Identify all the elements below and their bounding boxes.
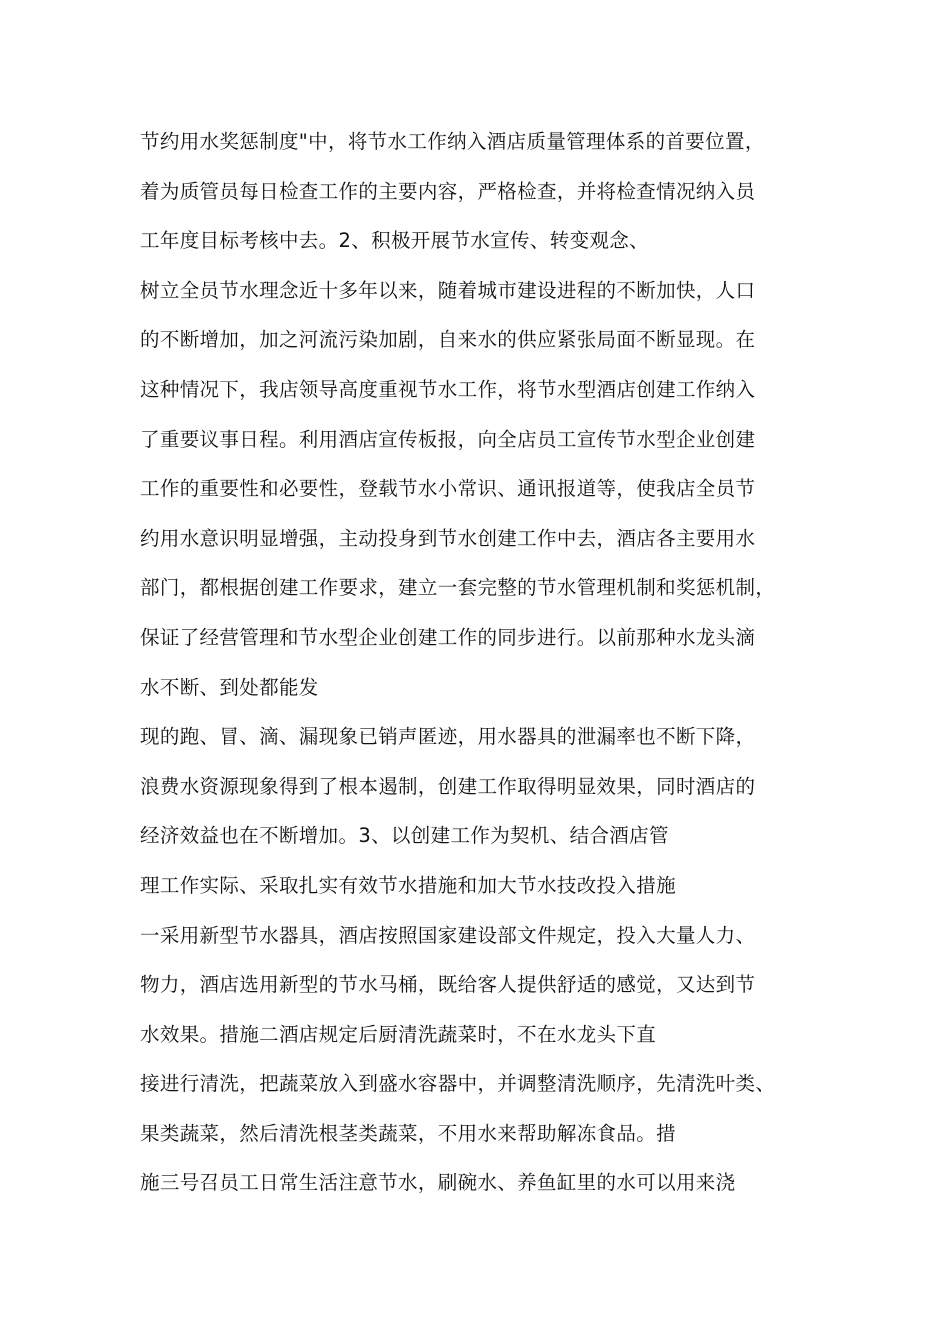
text-line: 果类蔬菜，然后清洗根茎类蔬菜，不用水来帮助解冻食品。措 bbox=[140, 1121, 676, 1145]
text-line: 物力，酒店选用新型的节水马桶，既给客人提供舒适的感觉，又达到节 bbox=[140, 973, 756, 997]
text-line: 约用水意识明显增强，主动投身到节水创建工作中去，酒店各主要用水 bbox=[140, 526, 756, 550]
document-body bbox=[140, 124, 830, 1215]
text-line: 现的跑、冒、滴、漏现象已销声匿迹，用水器具的泄漏率也不断下降， bbox=[140, 725, 756, 749]
text-line: 着为质管员每日检查工作的主要内容，严格检查，并将检查情况纳入员 bbox=[140, 179, 756, 203]
text-line: 了重要议事日程。利用酒店宣传板报，向全店员工宣传节水型企业创建 bbox=[140, 427, 756, 451]
text-line: 的不断增加，加之河流污染加剧，自来水的供应紧张局面不断显现。在 bbox=[140, 328, 756, 352]
text-line: 保证了经营管理和节水型企业创建工作的同步进行。以前那种水龙头滴 bbox=[140, 625, 756, 649]
text-line: 理工作实际、采取扎实有效节水措施和加大节水技改投入措施 bbox=[140, 873, 676, 897]
text-line: 工年度目标考核中去。2、积极开展节水宣传、转变观念、 bbox=[140, 229, 650, 253]
text-line: 这种情况下，我店领导高度重视节水工作，将节水型酒店创建工作纳入 bbox=[140, 377, 756, 401]
text-line: 浪费水资源现象得到了根本遏制，创建工作取得明显效果，同时酒店的 bbox=[140, 774, 756, 798]
text-line: 接进行清洗，把蔬菜放入到盛水容器中，并调整清洗顺序，先清洗叶类、 bbox=[140, 1072, 776, 1096]
text-line: 工作的重要性和必要性，登载节水小常识、通讯报道等，使我店全员节 bbox=[140, 477, 756, 501]
text-line: 水不断、到处都能发 bbox=[140, 675, 319, 699]
text-line: 一采用新型节水器具，酒店按照国家建设部文件规定，投入大量人力、 bbox=[140, 923, 756, 947]
text-line: 树立全员节水理念近十多年以来，随着城市建设进程的不断加快，人口 bbox=[140, 278, 756, 302]
text-line: 部门，都根据创建工作要求，建立一套完整的节水管理机制和奖惩机制， bbox=[140, 576, 776, 600]
text-line: 水效果。措施二酒店规定后厨清洗蔬菜时，不在水龙头下直 bbox=[140, 1022, 657, 1046]
text-line: 经济效益也在不断增加。3、以创建工作为契机、结合酒店管 bbox=[140, 824, 669, 848]
text-line: 施三号召员工日常生活注意节水，刷碗水、养鱼缸里的水可以用来浇 bbox=[140, 1171, 736, 1195]
text-line: 节约用水奖惩制度"中，将节水工作纳入酒店质量管理体系的首要位置， bbox=[140, 130, 765, 153]
